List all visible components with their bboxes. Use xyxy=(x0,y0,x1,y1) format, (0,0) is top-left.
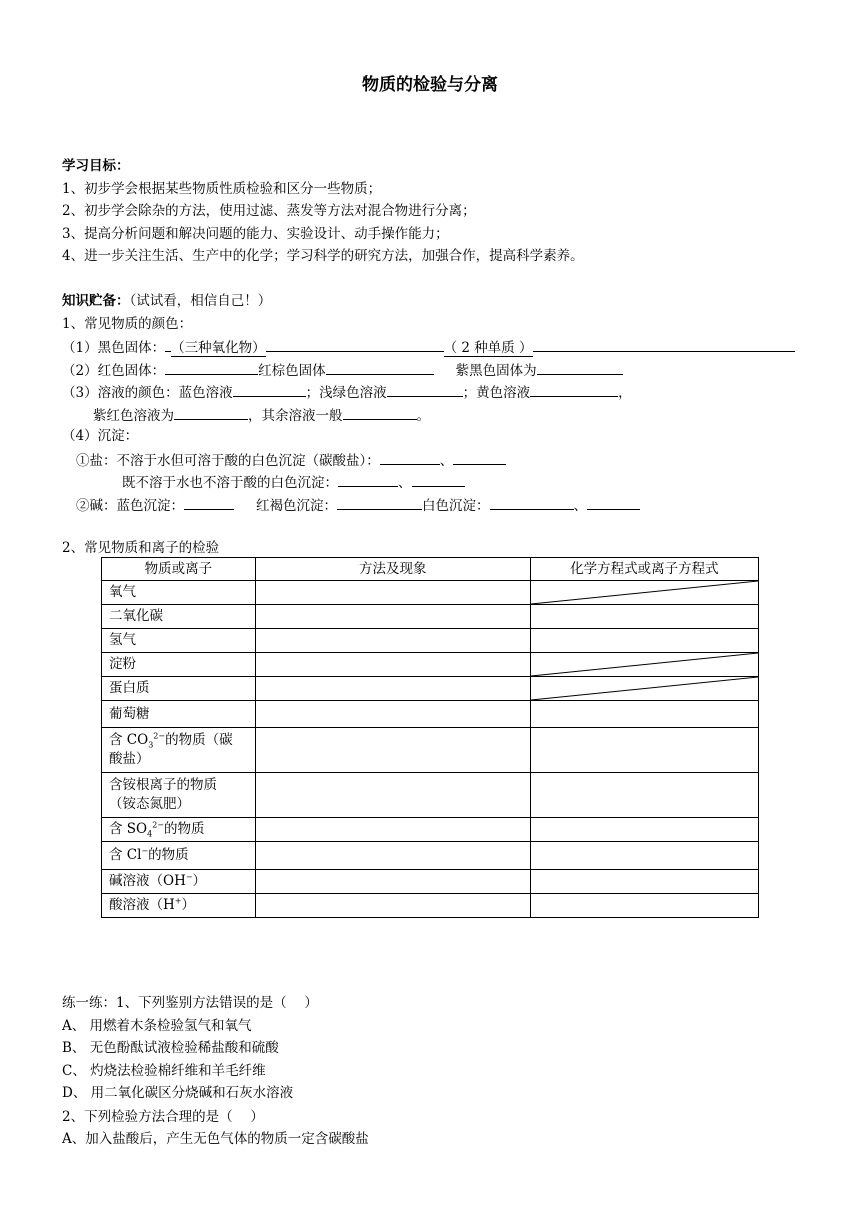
row-method-cell[interactable] xyxy=(255,894,530,918)
table-row xyxy=(102,728,759,773)
solution-colors-line-2: 紫红色溶液为 ，其余溶液一般 。 xyxy=(93,405,430,425)
diagonal-strike xyxy=(531,581,758,604)
diagonal-strike xyxy=(531,653,758,676)
table-header: 化学方程式或离子方程式 xyxy=(530,558,758,581)
diagonal-strike xyxy=(531,677,758,700)
row-substance: 含铵根离子的物质 （铵态氮肥） xyxy=(102,773,256,818)
row-equation-cell[interactable] xyxy=(530,701,758,728)
table-header: 物质或离子 xyxy=(102,558,256,581)
table-row xyxy=(102,581,759,605)
row-substance: 酸溶液（H+） xyxy=(102,894,256,918)
row-equation-cell[interactable] xyxy=(530,818,758,842)
table-row xyxy=(102,870,759,894)
salt-precipitate-line: ①盐：不溶于水但可溶于酸的白色沉淀（碳酸盐）： 、 xyxy=(76,450,506,470)
row-method-cell[interactable] xyxy=(255,605,530,629)
salt-precipitate-line-2: 既不溶于水也不溶于酸的白色沉淀： 、 xyxy=(122,472,465,492)
row-method-cell[interactable] xyxy=(255,728,530,773)
row-method-cell[interactable] xyxy=(255,701,530,728)
objectives-heading: 学习目标： xyxy=(62,158,130,174)
q1-option-d: D、 用二氧化碳区分烧碱和石灰水溶液 xyxy=(62,1085,294,1101)
table-row xyxy=(102,605,759,629)
row-method-cell[interactable] xyxy=(255,842,530,870)
black-solid-line: （1）黑色固体： （三种氧化物） （ 2 种单质 ） xyxy=(62,337,795,357)
objective-item: 2、初步学会除杂的方法，使用过滤、蒸发等方法对混合物进行分离； xyxy=(62,203,476,219)
table-header: 方法及现象 xyxy=(255,558,530,581)
base-precipitate-line: ②碱：蓝色沉淀： 红褐色沉淀： 白色沉淀： 、 xyxy=(76,495,640,515)
row-substance: 氢气 xyxy=(102,629,256,653)
objective-item: 4、进一步关注生活、生产中的化学；学习科学的研究方法，加强合作，提高科学素养。 xyxy=(62,248,584,264)
row-equation-cell[interactable] xyxy=(530,870,758,894)
row-substance: 葡萄糖 xyxy=(102,701,256,728)
row-method-cell[interactable] xyxy=(255,773,530,818)
objective-item: 3、提高分析问题和解决问题的能力、实验设计、动手操作能力； xyxy=(62,226,449,242)
knowledge-note: （试试看，相信自己！） xyxy=(129,293,272,309)
objective-item: 1、初步学会根据某些物质性质检验和区分一些物质； xyxy=(62,181,382,197)
red-solid-line: （2）红色固体： 红棕色固体 紫黑色固体为 xyxy=(62,360,623,380)
practice-question-2: 2、下列检验方法合理的是（ ） xyxy=(62,1109,264,1125)
row-equation-cell-crossed xyxy=(530,581,758,605)
row-substance: 含 $SO_4^{2-}$的物质 xyxy=(102,818,256,842)
practice-question-1: 练一练：1、下列鉴别方法错误的是（ ） xyxy=(62,995,318,1011)
knowledge-heading: 知识贮备： xyxy=(62,293,130,309)
row-equation-cell[interactable] xyxy=(530,894,758,918)
row-substance: 蛋白质 xyxy=(102,677,256,701)
row-equation-cell[interactable] xyxy=(530,728,758,773)
q1-option-b: B、 无色酚酞试液检验稀盐酸和硫酸 xyxy=(62,1040,279,1056)
row-substance: 淀粉 xyxy=(102,653,256,677)
table-row xyxy=(102,701,759,728)
row-equation-cell-crossed xyxy=(530,653,758,677)
row-equation-cell[interactable] xyxy=(530,605,758,629)
row-substance: 碱溶液（OH−） xyxy=(102,870,256,894)
row-substance: 氧气 xyxy=(102,581,256,605)
table-row xyxy=(102,818,759,842)
row-substance: 含 $CO_3^{2-}$的物质（碳 酸盐） xyxy=(102,728,256,773)
row-method-cell[interactable] xyxy=(255,677,530,701)
row-substance: 二氧化碳 xyxy=(102,605,256,629)
q1-option-c: C、 灼烧法检验棉纤维和羊毛纤维 xyxy=(62,1063,266,1079)
black-elements-hint: （ 2 种单质 ） xyxy=(443,340,533,356)
q1-option-a: A、 用燃着木条检验氢气和氧气 xyxy=(62,1018,252,1034)
knowledge-heading-line xyxy=(62,292,271,310)
table-row xyxy=(102,629,759,653)
row-substance: 含 Cl−的物质 xyxy=(102,842,256,870)
row-equation-cell[interactable] xyxy=(530,773,758,818)
colors-title: 1、常见物质的颜色： xyxy=(62,316,193,332)
row-method-cell[interactable] xyxy=(255,653,530,677)
page-title: 物质的检验与分离 xyxy=(362,75,498,95)
row-method-cell[interactable] xyxy=(255,870,530,894)
solution-colors-line: （3）溶液的颜色：蓝色溶液 ；浅绿色溶液 ；黄色溶液 ， xyxy=(62,382,632,402)
table-row xyxy=(102,842,759,870)
row-equation-cell[interactable] xyxy=(530,842,758,870)
precipitate-title: （4）沉淀： xyxy=(62,428,139,444)
table-row xyxy=(102,773,759,818)
row-method-cell[interactable] xyxy=(255,629,530,653)
black-oxides-hint: （三种氧化物） xyxy=(171,340,266,356)
row-equation-cell-crossed xyxy=(530,677,758,701)
q2-option-a: A、加入盐酸后，产生无色气体的物质一定含碳酸盐 xyxy=(62,1131,369,1147)
table-title: 2、常见物质和离子的检验 xyxy=(62,540,220,556)
table-header-row xyxy=(102,558,759,581)
row-equation-cell[interactable] xyxy=(530,629,758,653)
detection-table xyxy=(101,557,759,918)
row-method-cell[interactable] xyxy=(255,581,530,605)
row-method-cell[interactable] xyxy=(255,818,530,842)
table-row xyxy=(102,677,759,701)
table-row xyxy=(102,894,759,918)
table-row xyxy=(102,653,759,677)
